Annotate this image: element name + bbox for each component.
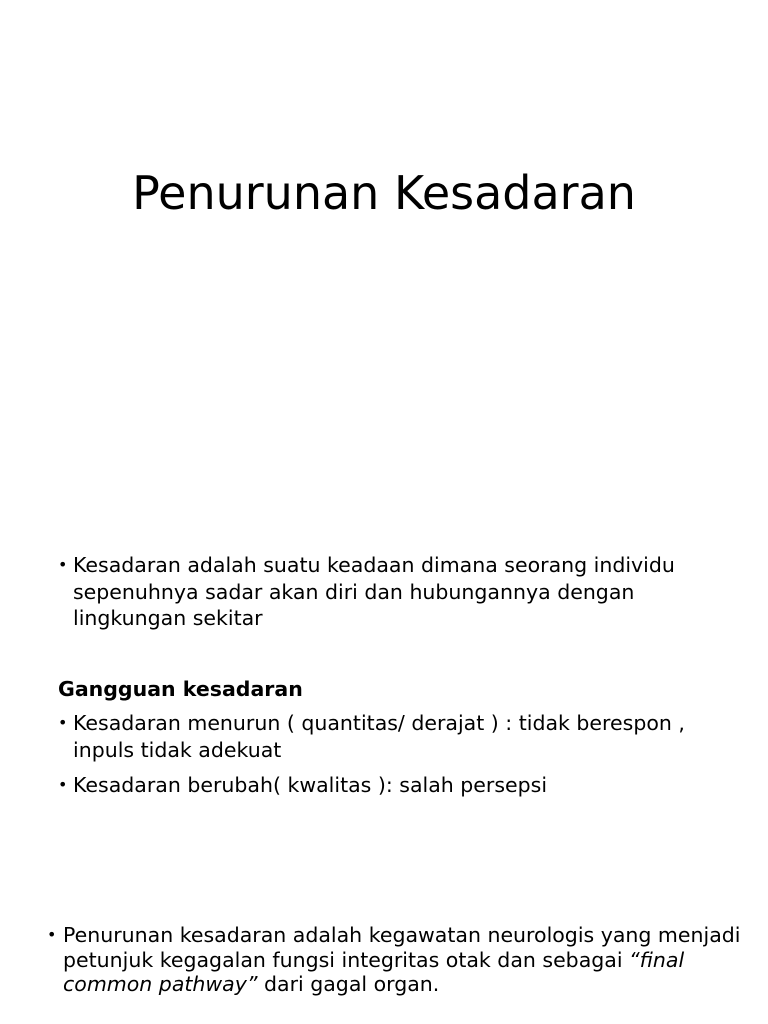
gangguan-list (58, 710, 728, 799)
bullet-item-kesadaran-berubah: • Kesadaran berubah( kwalitas ): salah persepsi (58, 772, 728, 799)
closing-text-suffix: dari gagal organ. (257, 972, 440, 996)
slide-title: Penurunan Kesadaran (132, 166, 636, 220)
closing-text-prefix: Penurunan kesadaran adalah kegawatan neurologis yang menjadi petunjuk kegagalan fungsi integritas otak dan sebagai (63, 923, 741, 972)
closing-section (47, 923, 747, 997)
section-heading-gangguan: Gangguan kesadaran (58, 677, 303, 701)
bullet-item-kesadaran-menurun: • Kesadaran menurun ( quantitas/ derajat ) : tidak berespon , inpuls tidak adekuat (58, 710, 728, 763)
closing-emphasis: final common pathway (63, 947, 685, 996)
bullet-item-penurunan-kesadaran (47, 923, 747, 997)
closing-quote-open: “ (629, 947, 640, 972)
intro-section (58, 552, 728, 632)
bullet-item-definition: • Kesadaran adalah suatu keadaan dimana seorang individu sepenuhnya sadar akan diri dan hubungannya dengan lingkungan sekitar (58, 552, 728, 632)
closing-quote-close: ” (246, 972, 258, 996)
